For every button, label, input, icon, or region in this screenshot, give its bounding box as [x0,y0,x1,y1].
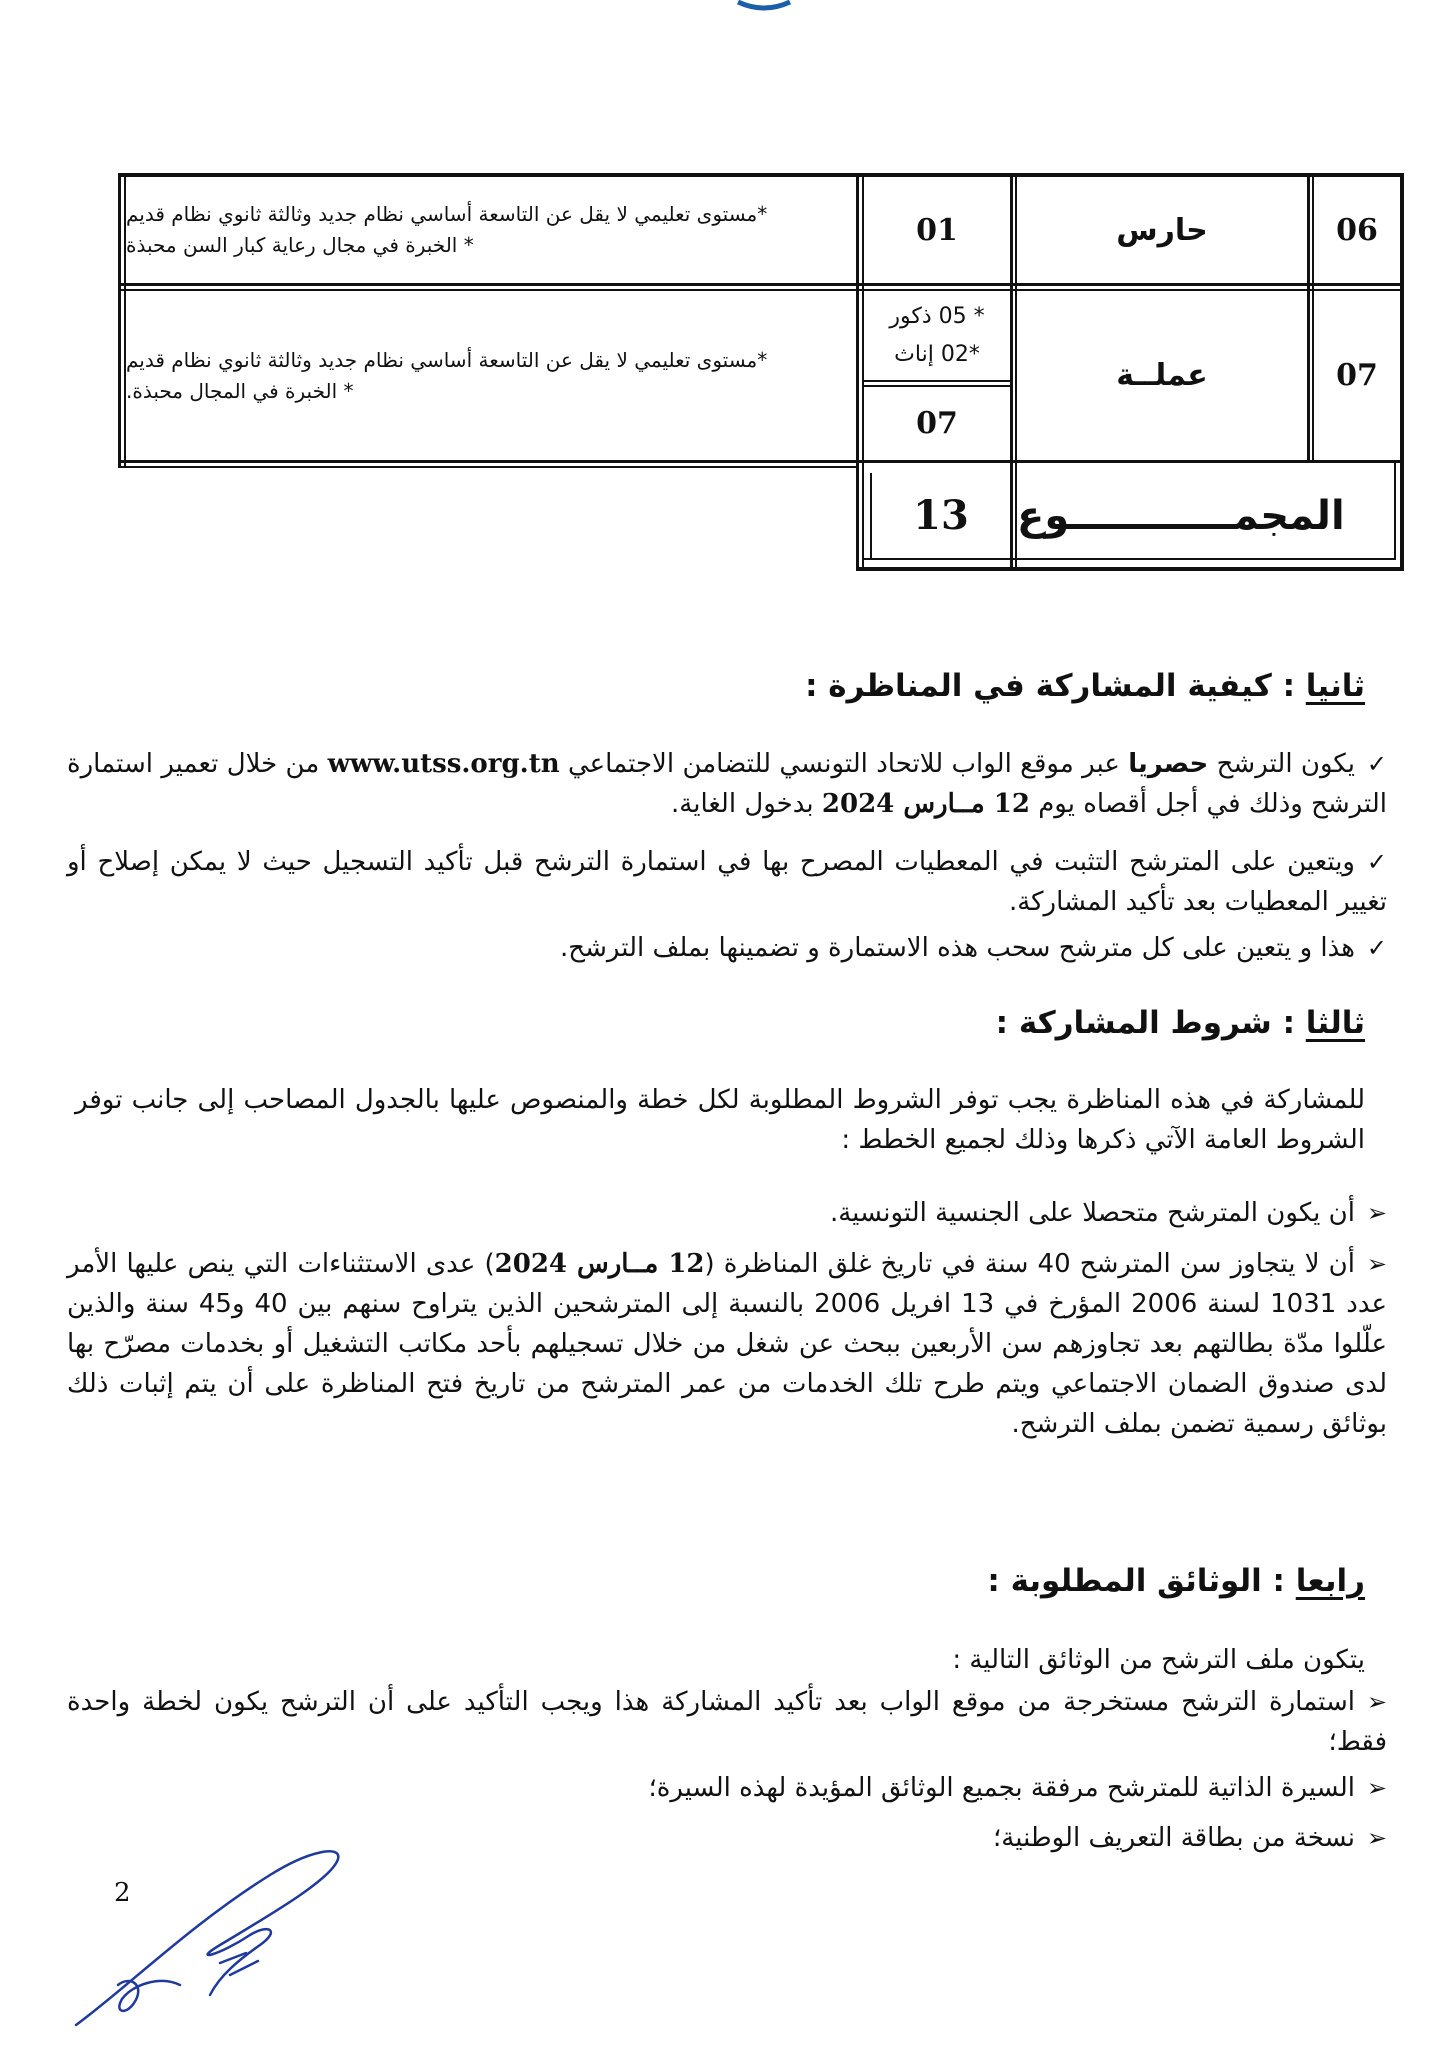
website-url: www.utss.org.tn [327,749,560,779]
total-label: المجمــــــــــــوع [1017,492,1345,539]
condition-line: *مستوى تعليمي لا يقل عن التاسعة أساسي نظام جديد وثالثة ثانوي نظام قديم [126,347,768,372]
logo-fragment-icon [734,0,794,14]
section-heading-participation [805,668,1365,704]
list-item: ✓ويتعين على المترشح التثبت في المعطيات المصرح بها في استمارة الترشح قبل تأكيد التسجيل حيث لا يمكن إصلاح أو تغيير المعطيات بعد تأكيد المشاركة. [67,842,1387,922]
total-value: 13 [913,492,969,539]
section-number: ثالثا [1305,1005,1365,1041]
list-item: ➢استمارة الترشح مستخرجة من موقع الواب بعد تأكيد المشاركة هذا ويجب التأكيد على أن الترشح يكون لخطة واحدة فقط؛ [67,1682,1387,1762]
section-number: رابعا [1295,1563,1365,1599]
female-count: *02 إناث [894,341,980,367]
list-item: ➢أن لا يتجاوز سن المترشح 40 سنة في تاريخ غلق المناظرة (12 مــارس 2024) عدى الاستثناءات التي ينص عليها الأمر عدد 1031 لسنة 2006 المؤرخ في 13 افريل 2006 بالنسبة إلى المترشحين الذين يتراوح سنهم بين 40 و45 سنة والذين علّلوا مدّة بطالتهم بعد تجاوزهم سن الأربعين ببحث عن شغل من خلال تسجيلهم بأحد مكاتب التشغيل أو بخدمات مصرّح بها لدى صندوق الضمان الاجتماعي ويتم طرح تلك الخدمات من عمر المترشح من تاريخ فتح المناظرة على أن يتم إثبات ذلك بوثائق رسمية تضمن بملف الترشح. [67,1244,1387,1444]
list-item: ✓يكون الترشح حصريا عبر موقع الواب للاتحاد التونسي للتضامن الاجتماعي www.utss.org.tn من خلال تعمير استمارة الترشح وذلك في أجل أقصاه يوم 12 مــارس 2024 بدخول الغاية. [67,744,1387,824]
row-index: 06 [1336,212,1378,248]
count-breakdown [864,291,1010,380]
position-count: 07 [916,406,958,441]
section-title: : كيفية المشاركة في المناظرة : [805,668,1306,704]
position-conditions [126,291,856,460]
position-title: حارس [1116,212,1208,248]
arrow-bullet-icon: ➢ [1366,1774,1387,1802]
row-index: 07 [1336,358,1378,393]
deadline-date: 12 مــارس 2024 [494,1249,705,1279]
section-number: ثانيا [1305,668,1365,704]
list-item: ➢السيرة الذاتية للمترشح مرفقة بجميع الوثائق المؤيدة لهذه السيرة؛ [67,1768,1387,1808]
condition-line: * الخبرة في المجال محبذة. [126,378,354,403]
check-mark-icon: ✓ [1366,750,1388,778]
list-item: ✓هذا و يتعين على كل مترشح سحب هذه الاستمارة و تضمينها بملف الترشح. [67,928,1387,968]
position-count: 01 [916,212,958,248]
check-mark-icon: ✓ [1366,848,1387,876]
list-item: ➢أن يكون المترشح متحصلا على الجنسية التونسية. [67,1193,1387,1233]
section-heading-conditions [996,1005,1365,1041]
deadline-date: 12 مــارس 2024 [821,789,1030,819]
emphasis-text: حصريا [1128,749,1209,779]
section-title: : الوثائق المطلوبة : [987,1563,1296,1599]
paragraph: للمشاركة في هذه المناظرة يجب توفر الشروط المطلوبة لكل خطة والمنصوص عليها بالجدول المصاحب إلى جانب توفر الشروط العامة الآتي ذكرها وذلك لجميع الخطط : [75,1085,1365,1155]
section-title: : شروط المشاركة : [995,1005,1306,1041]
arrow-bullet-icon: ➢ [1366,1199,1387,1227]
positions-table [118,173,1404,571]
condition-line: * الخبرة في مجال رعاية كبار السن محبذة [126,233,474,257]
arrow-bullet-icon: ➢ [1366,1824,1387,1852]
arrow-bullet-icon: ➢ [1366,1250,1387,1278]
male-count: * 05 ذكور [889,303,985,329]
signature-icon [70,1835,370,2035]
arrow-bullet-icon: ➢ [1366,1688,1387,1716]
section-heading-documents [987,1563,1365,1599]
list-item: ➢نسخة من بطاقة التعريف الوطنية؛ [67,1818,1387,1858]
condition-line: *مستوى تعليمي لا يقل عن التاسعة أساسي نظام جديد وثالثة ثانوي نظام قديم [126,202,768,226]
page-number: 2 [114,1878,131,1908]
check-mark-icon: ✓ [1366,934,1387,962]
position-conditions [126,177,856,283]
position-title: عملــة [1116,358,1208,393]
paragraph: يتكون ملف الترشح من الوثائق التالية : [952,1645,1365,1675]
